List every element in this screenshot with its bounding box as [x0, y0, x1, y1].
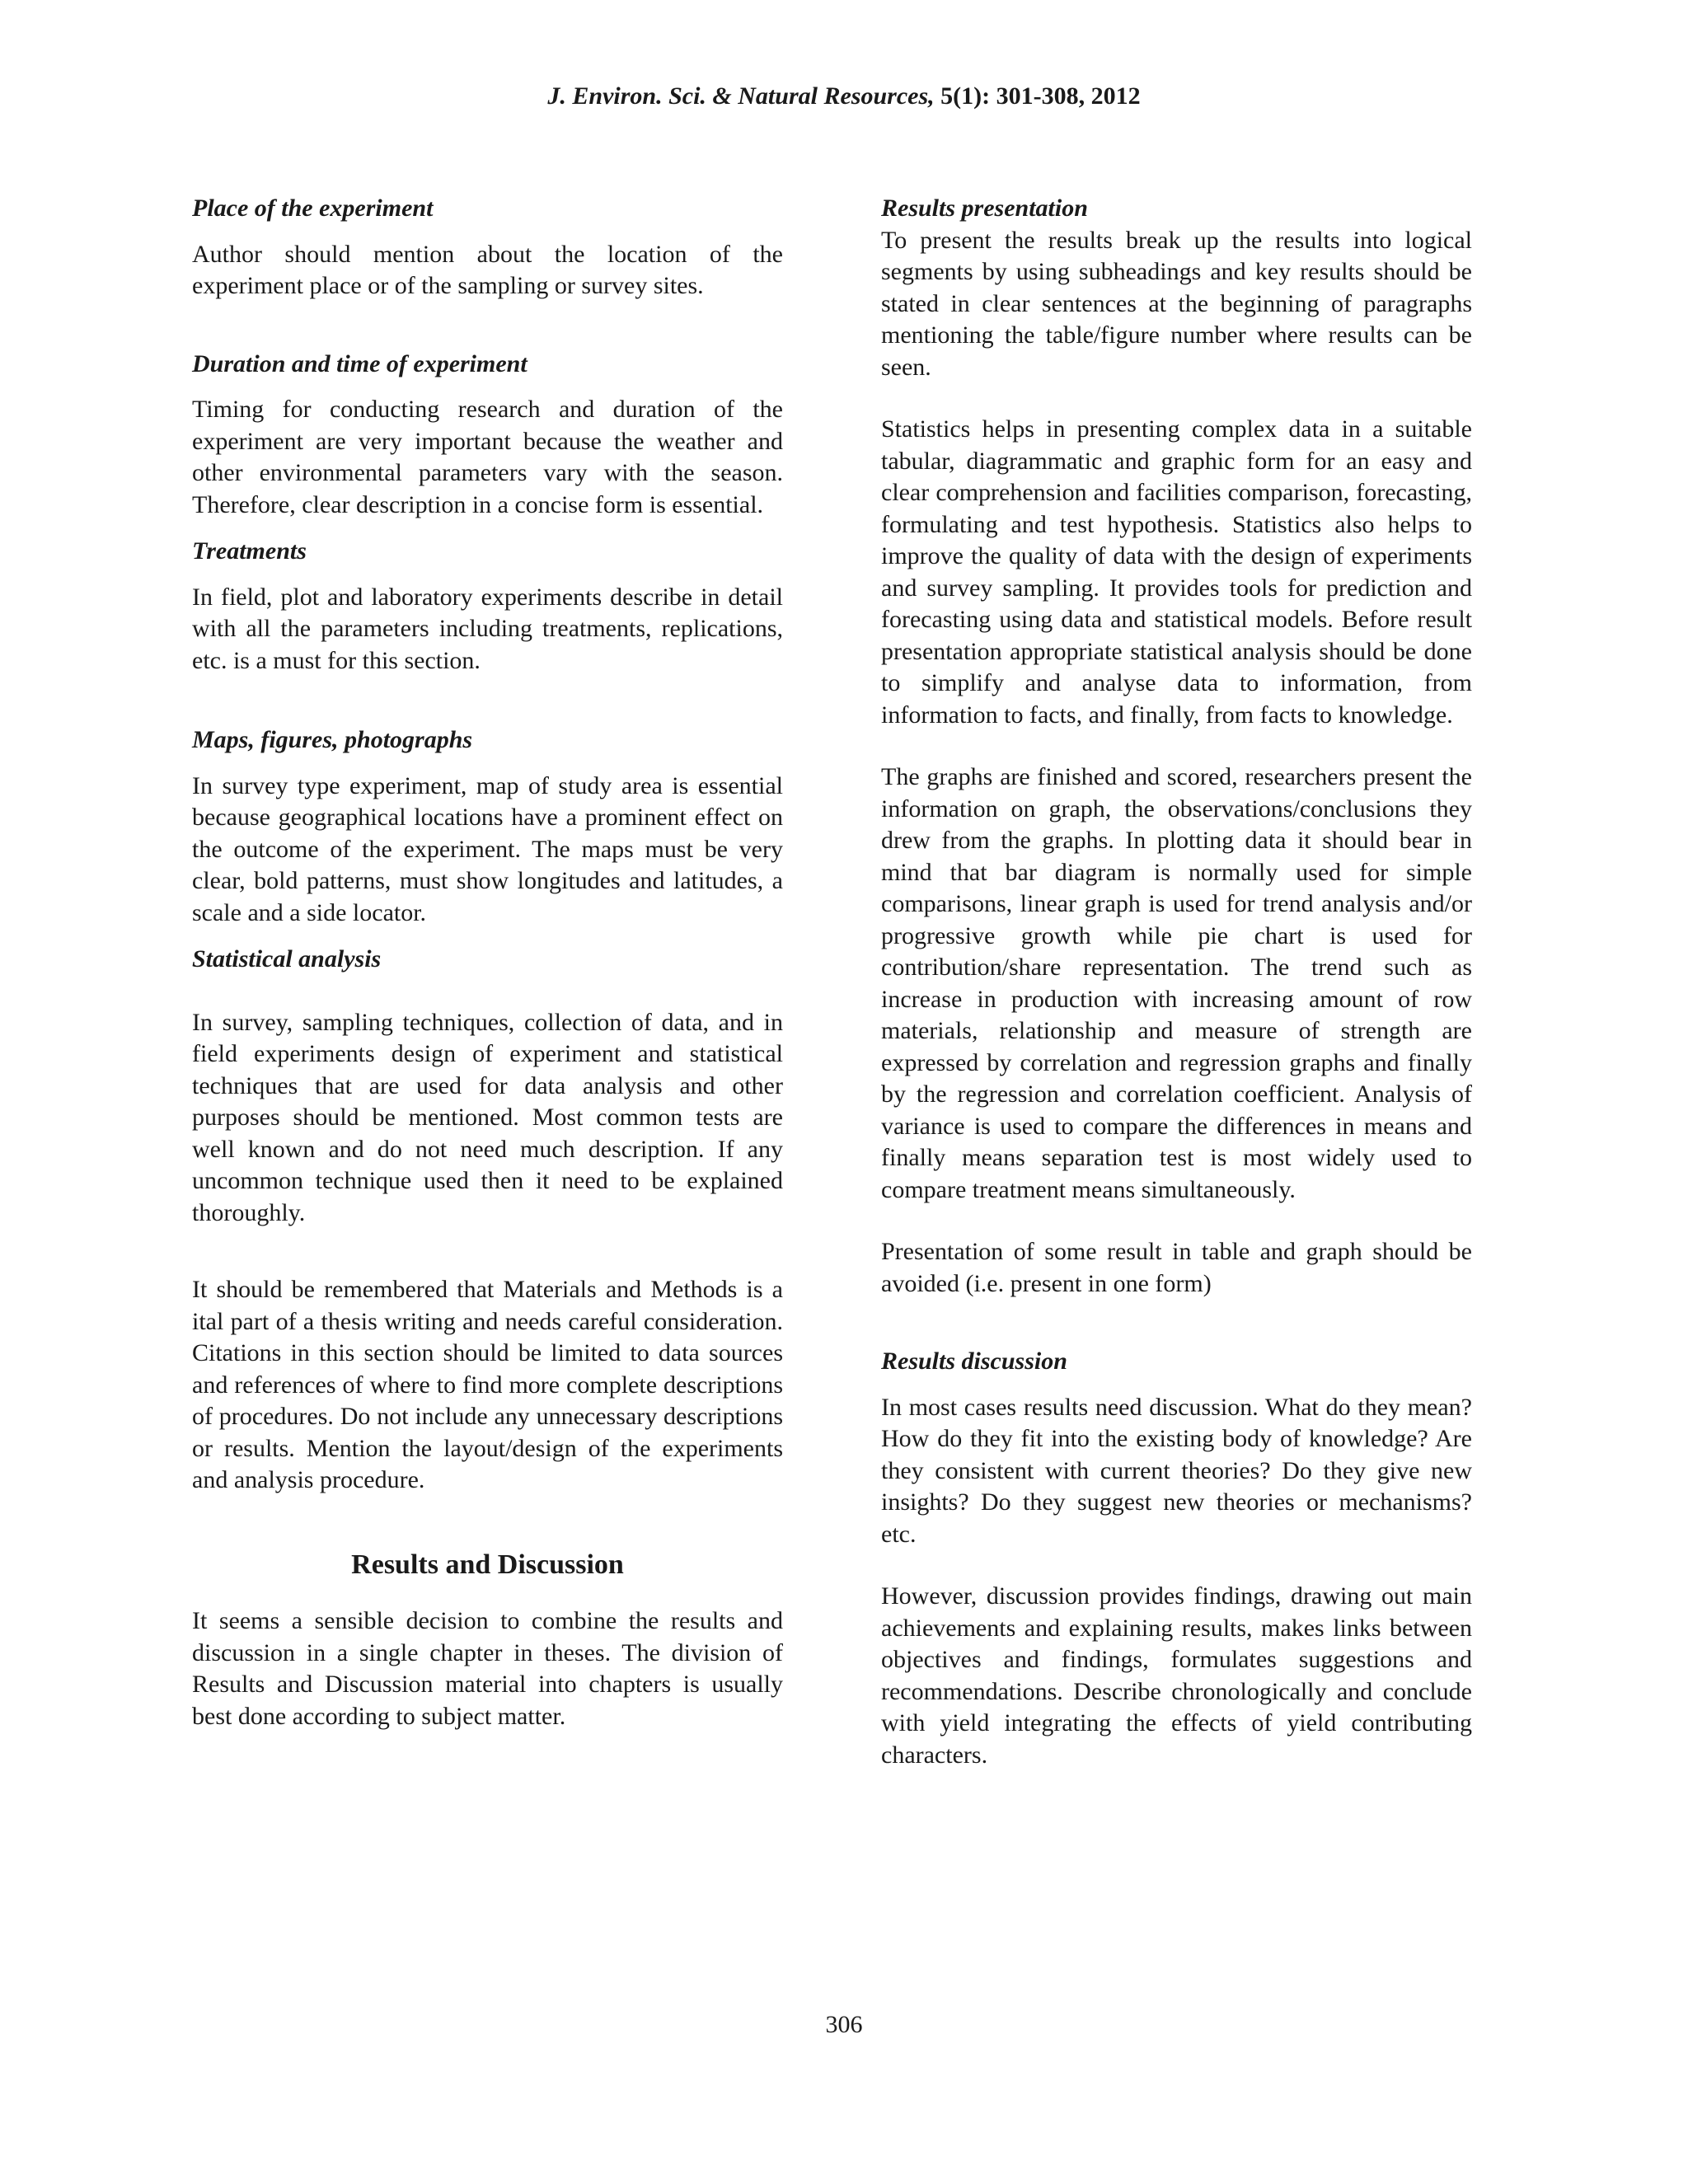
materials-methods-paragraph: It should be remembered that Materials and Methods is a ital part of a thesis writing and needs careful consideration. Citations in this section should be limited to data sources and references of where to find more complete descriptions of procedures. Do not include any unnecessary descriptions or results. Mention the layout/design of the experiments and analysis procedure.	[192, 1276, 783, 1493]
results-discussion-title: Results and Discussion	[351, 1549, 624, 1580]
duration-heading: Duration and time of experiment	[192, 349, 528, 377]
page-number: 306	[825, 2011, 863, 2038]
running-header	[0, 82, 1688, 110]
treatments-heading: Treatments	[192, 537, 307, 565]
results-discussion-heading: Results discussion	[881, 1347, 1067, 1375]
place-paragraph: Author should mention about the location of the experiment place or of the sampling or survey sites.	[192, 240, 783, 299]
avoid-paragraph: Presentation of some result in table and graph should be avoided (i.e. present in one form)	[881, 1238, 1472, 1297]
treatments-paragraph: In field, plot and laboratory experiments describe in detail with all the parameters including treatments, replications, etc. is a must for this section.	[192, 583, 783, 674]
graphs-paragraph: The graphs are finished and scored, researchers present the information on graph, the observations/conclusions they drew from the graphs. In plotting data it should bear in mind that bar diagram is normally used for simple comparisons, linear graph is used for trend analysis and/or progressive growth while pie chart is used for contribution/share representation. The trend such as increase in production with increasing amount of row materials, relationship and measure of strength are expressed by correlation and regression graphs and finally by the regression and correlation coefficient. Analysis of variance is used to compare the differences in means and finally means separation test is most widely used to compare treatment means simultaneously.	[881, 763, 1472, 1203]
statistical-analysis-heading: Statistical analysis	[192, 945, 382, 972]
results-discussion-paragraph: It seems a sensible decision to combine the results and discussion in a single chapter in theses. The division of Results and Discussion material into chapters is usually best done according to subject matter.	[192, 1607, 783, 1730]
statistics-paragraph: Statistics helps in presenting complex data in a suitable tabular, diagrammatic and graphic form for an easy and clear comprehension and facilities comparison, forecasting, formulating and test hypothesis. Statistics also helps to improve the quality of data with the design of experiments and survey sampling. It provides tools for prediction and forecasting using data and statistical models. Before result presentation appropriate statistical analysis should be done to simplify and analyse data to information, from information to facts, and finally, from facts to knowledge.	[881, 415, 1472, 729]
right-column	[881, 191, 1472, 1771]
results-presentation-heading: Results presentation	[881, 194, 1088, 222]
discussion-paragraph: In most cases results need discussion. What do they mean? How do they fit into the existing body of knowledge? Are they consistent with current theories? Do they give new insights? Do they suggest new theories or mechanisms? etc.	[881, 1393, 1472, 1548]
place-heading: Place of the experiment	[192, 194, 434, 222]
results-presentation-paragraph: To present the results break up the results into logical segments by using subheadings and key results should be stated in clear sentences at the beginning of paragraphs mentioning the table/figure number where results can be seen.	[881, 226, 1472, 381]
maps-paragraph: In survey type experiment, map of study area is essential because geographical locations have a prominent effect on the outcome of the experiment. The maps must be very clear, bold patterns, must show longitudes and latitudes, a scale and a side locator.	[192, 771, 783, 926]
statistical-analysis-paragraph: In survey, sampling techniques, collection of data, and in field experiments design of experiment and statistical techniques that are used for data analysis and other purposes should be mentioned. Most common tests are well known and do not need much description. If any uncommon technique used then it need to be explained thoroughly.	[192, 1008, 783, 1226]
left-column	[192, 191, 783, 1732]
journal-name: J. Environ. Sci. & Natural Resources,	[547, 82, 935, 110]
however-paragraph: However, discussion provides findings, drawing out main achievements and explaining results, makes links between objectives and findings, formulates suggestions and recommendations. Describe chronologically and conclude with yield integrating the effects of yield contributing characters.	[881, 1582, 1472, 1769]
duration-paragraph: Timing for conducting research and duration of the experiment are very important because the weather and other environmental parameters vary with the season. Therefore, clear description in a concise form is essential.	[192, 396, 783, 518]
maps-heading: Maps, figures, photographs	[192, 726, 473, 753]
journal-citation: 5(1): 301-308, 2012	[934, 82, 1141, 110]
